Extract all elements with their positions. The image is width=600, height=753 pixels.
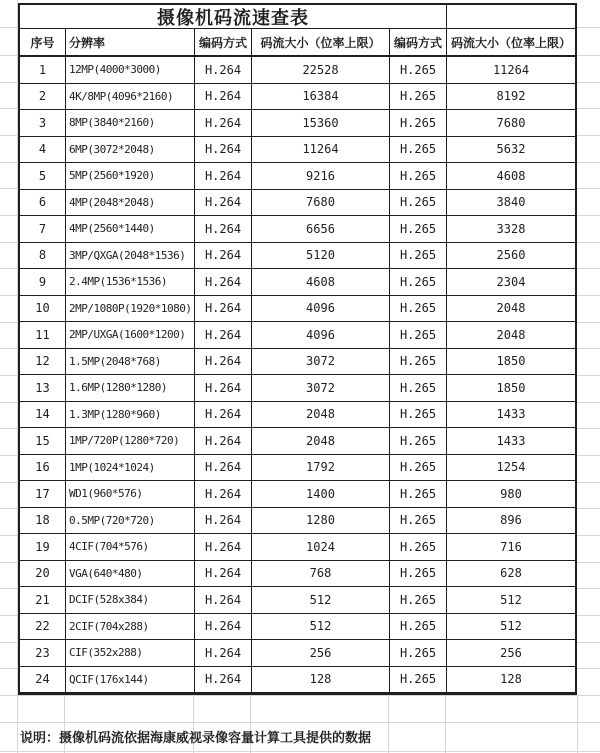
cell-codec-h265[interactable]: H.265 <box>390 587 447 614</box>
cell-codec-h265[interactable]: H.265 <box>390 243 447 270</box>
cell-codec-h265[interactable]: H.265 <box>390 614 447 641</box>
cell-index[interactable]: 9 <box>20 269 66 296</box>
cell-bitrate-h264[interactable]: 1400 <box>252 481 390 508</box>
cell-bitrate-h264[interactable]: 7680 <box>252 190 390 217</box>
cell-index[interactable]: 22 <box>20 614 66 641</box>
cell-index[interactable]: 12 <box>20 349 66 376</box>
cell-bitrate-h265[interactable]: 980 <box>447 481 575 508</box>
cell-codec-h264[interactable]: H.264 <box>195 216 252 243</box>
cell-codec-h264[interactable]: H.264 <box>195 534 252 561</box>
cell-index[interactable]: 6 <box>20 190 66 217</box>
cell-codec-h265[interactable]: H.265 <box>390 190 447 217</box>
cell-bitrate-h265[interactable]: 1850 <box>447 349 575 376</box>
cell-resolution[interactable]: QCIF(176x144) <box>66 667 195 694</box>
cell-index[interactable]: 3 <box>20 110 66 137</box>
cell-resolution[interactable]: 1.6MP(1280*1280) <box>66 375 195 402</box>
cell-bitrate-h265[interactable]: 256 <box>447 640 575 667</box>
cell-codec-h264[interactable]: H.264 <box>195 322 252 349</box>
cell-bitrate-h264[interactable]: 256 <box>252 640 390 667</box>
cell-bitrate-h265[interactable]: 628 <box>447 561 575 588</box>
cell-index[interactable]: 1 <box>20 57 66 84</box>
cell-index[interactable]: 4 <box>20 137 66 164</box>
cell-bitrate-h264[interactable]: 1024 <box>252 534 390 561</box>
cell-bitrate-h264[interactable]: 1280 <box>252 508 390 535</box>
cell-codec-h264[interactable]: H.264 <box>195 349 252 376</box>
cell-bitrate-h264[interactable]: 9216 <box>252 163 390 190</box>
cell-bitrate-h265[interactable]: 1433 <box>447 402 575 429</box>
cell-codec-h264[interactable]: H.264 <box>195 508 252 535</box>
cell-bitrate-h265[interactable]: 896 <box>447 508 575 535</box>
cell-resolution[interactable]: 12MP(4000*3000) <box>66 57 195 84</box>
cell-resolution[interactable]: VGA(640*480) <box>66 561 195 588</box>
cell-bitrate-h264[interactable]: 4096 <box>252 322 390 349</box>
cell-bitrate-h265[interactable]: 4608 <box>447 163 575 190</box>
cell-resolution[interactable]: 1MP/720P(1280*720) <box>66 428 195 455</box>
cell-bitrate-h265[interactable]: 716 <box>447 534 575 561</box>
cell-codec-h264[interactable]: H.264 <box>195 137 252 164</box>
cell-bitrate-h265[interactable]: 128 <box>447 667 575 694</box>
cell-resolution[interactable]: 4MP(2048*2048) <box>66 190 195 217</box>
cell-bitrate-h264[interactable]: 16384 <box>252 84 390 111</box>
cell-codec-h265[interactable]: H.265 <box>390 375 447 402</box>
cell-codec-h264[interactable]: H.264 <box>195 296 252 323</box>
cell-index[interactable]: 21 <box>20 587 66 614</box>
cell-codec-h265[interactable]: H.265 <box>390 163 447 190</box>
cell-index[interactable]: 5 <box>20 163 66 190</box>
cell-bitrate-h265[interactable]: 2048 <box>447 322 575 349</box>
cell-codec-h265[interactable]: H.265 <box>390 349 447 376</box>
cell-bitrate-h264[interactable]: 4608 <box>252 269 390 296</box>
cell-codec-h264[interactable]: H.264 <box>195 269 252 296</box>
cell-index[interactable]: 15 <box>20 428 66 455</box>
header-codec-2[interactable]: 编码方式 <box>390 29 447 57</box>
cell-bitrate-h264[interactable]: 5120 <box>252 243 390 270</box>
cell-bitrate-h264[interactable]: 768 <box>252 561 390 588</box>
cell-codec-h264[interactable]: H.264 <box>195 667 252 694</box>
cell-bitrate-h264[interactable]: 2048 <box>252 402 390 429</box>
cell-bitrate-h264[interactable]: 11264 <box>252 137 390 164</box>
cell-bitrate-h264[interactable]: 6656 <box>252 216 390 243</box>
cell-codec-h265[interactable]: H.265 <box>390 216 447 243</box>
cell-bitrate-h265[interactable]: 1850 <box>447 375 575 402</box>
cell-codec-h264[interactable]: H.264 <box>195 455 252 482</box>
cell-codec-h264[interactable]: H.264 <box>195 190 252 217</box>
cell-bitrate-h264[interactable]: 128 <box>252 667 390 694</box>
cell-resolution[interactable]: 3MP/QXGA(2048*1536) <box>66 243 195 270</box>
cell-codec-h265[interactable]: H.265 <box>390 137 447 164</box>
cell-index[interactable]: 14 <box>20 402 66 429</box>
cell-codec-h265[interactable]: H.265 <box>390 110 447 137</box>
cell-resolution[interactable]: 2MP/UXGA(1600*1200) <box>66 322 195 349</box>
title-row-empty-cell[interactable] <box>447 5 575 29</box>
cell-bitrate-h264[interactable]: 2048 <box>252 428 390 455</box>
cell-codec-h264[interactable]: H.264 <box>195 110 252 137</box>
cell-bitrate-h264[interactable]: 1792 <box>252 455 390 482</box>
cell-codec-h264[interactable]: H.264 <box>195 402 252 429</box>
cell-resolution[interactable]: WD1(960*576) <box>66 481 195 508</box>
cell-bitrate-h265[interactable]: 2560 <box>447 243 575 270</box>
cell-index[interactable]: 8 <box>20 243 66 270</box>
cell-index[interactable]: 24 <box>20 667 66 694</box>
cell-bitrate-h264[interactable]: 22528 <box>252 57 390 84</box>
header-bitrate-2[interactable]: 码流大小（位率上限） <box>447 29 575 57</box>
cell-index[interactable]: 23 <box>20 640 66 667</box>
cell-codec-h265[interactable]: H.265 <box>390 481 447 508</box>
cell-codec-h264[interactable]: H.264 <box>195 481 252 508</box>
cell-codec-h264[interactable]: H.264 <box>195 163 252 190</box>
cell-index[interactable]: 17 <box>20 481 66 508</box>
cell-codec-h264[interactable]: H.264 <box>195 587 252 614</box>
cell-bitrate-h265[interactable]: 2304 <box>447 269 575 296</box>
cell-resolution[interactable]: 1.3MP(1280*960) <box>66 402 195 429</box>
cell-resolution[interactable]: 2CIF(704x288) <box>66 614 195 641</box>
cell-codec-h264[interactable]: H.264 <box>195 243 252 270</box>
cell-resolution[interactable]: 5MP(2560*1920) <box>66 163 195 190</box>
cell-codec-h264[interactable]: H.264 <box>195 561 252 588</box>
cell-resolution[interactable]: 1.5MP(2048*768) <box>66 349 195 376</box>
cell-resolution[interactable]: CIF(352x288) <box>66 640 195 667</box>
cell-index[interactable]: 18 <box>20 508 66 535</box>
cell-codec-h264[interactable]: H.264 <box>195 614 252 641</box>
cell-resolution[interactable]: 0.5MP(720*720) <box>66 508 195 535</box>
cell-bitrate-h265[interactable]: 7680 <box>447 110 575 137</box>
cell-resolution[interactable]: 4K/8MP(4096*2160) <box>66 84 195 111</box>
cell-resolution[interactable]: 4MP(2560*1440) <box>66 216 195 243</box>
cell-index[interactable]: 20 <box>20 561 66 588</box>
cell-bitrate-h265[interactable]: 1254 <box>447 455 575 482</box>
cell-bitrate-h265[interactable]: 5632 <box>447 137 575 164</box>
cell-codec-h265[interactable]: H.265 <box>390 322 447 349</box>
cell-bitrate-h265[interactable]: 8192 <box>447 84 575 111</box>
bitrate-table <box>18 3 577 695</box>
cell-resolution[interactable]: 2MP/1080P(1920*1080) <box>66 296 195 323</box>
header-index[interactable]: 序号 <box>20 29 66 57</box>
cell-bitrate-h264[interactable]: 4096 <box>252 296 390 323</box>
cell-bitrate-h264[interactable]: 3072 <box>252 349 390 376</box>
cell-index[interactable]: 11 <box>20 322 66 349</box>
cell-codec-h265[interactable]: H.265 <box>390 667 447 694</box>
cell-codec-h265[interactable]: H.265 <box>390 561 447 588</box>
cell-bitrate-h265[interactable]: 512 <box>447 614 575 641</box>
cell-codec-h265[interactable]: H.265 <box>390 428 447 455</box>
cell-index[interactable]: 19 <box>20 534 66 561</box>
cell-resolution[interactable]: 4CIF(704*576) <box>66 534 195 561</box>
cell-index[interactable]: 7 <box>20 216 66 243</box>
cell-codec-h265[interactable]: H.265 <box>390 640 447 667</box>
cell-codec-h265[interactable]: H.265 <box>390 534 447 561</box>
footnote[interactable]: 说明：摄像机码流依据海康威视录像容量计算工具提供的数据 <box>20 731 372 746</box>
cell-codec-h265[interactable]: H.265 <box>390 269 447 296</box>
cell-resolution[interactable]: 8MP(3840*2160) <box>66 110 195 137</box>
cell-bitrate-h265[interactable]: 3840 <box>447 190 575 217</box>
cell-codec-h265[interactable]: H.265 <box>390 402 447 429</box>
header-bitrate-1[interactable]: 码流大小（位率上限） <box>252 29 390 57</box>
cell-codec-h265[interactable]: H.265 <box>390 84 447 111</box>
header-resolution[interactable]: 分辨率 <box>66 29 195 57</box>
cell-index[interactable]: 2 <box>20 84 66 111</box>
cell-bitrate-h264[interactable]: 3072 <box>252 375 390 402</box>
cell-index[interactable]: 10 <box>20 296 66 323</box>
cell-codec-h265[interactable]: H.265 <box>390 57 447 84</box>
cell-bitrate-h264[interactable]: 512 <box>252 614 390 641</box>
cell-codec-h264[interactable]: H.264 <box>195 375 252 402</box>
cell-bitrate-h265[interactable]: 3328 <box>447 216 575 243</box>
cell-codec-h265[interactable]: H.265 <box>390 508 447 535</box>
cell-resolution[interactable]: DCIF(528x384) <box>66 587 195 614</box>
cell-resolution[interactable]: 1MP(1024*1024) <box>66 455 195 482</box>
cell-index[interactable]: 13 <box>20 375 66 402</box>
cell-codec-h264[interactable]: H.264 <box>195 84 252 111</box>
cell-bitrate-h265[interactable]: 1433 <box>447 428 575 455</box>
cell-codec-h264[interactable]: H.264 <box>195 640 252 667</box>
cell-bitrate-h264[interactable]: 512 <box>252 587 390 614</box>
cell-bitrate-h265[interactable]: 11264 <box>447 57 575 84</box>
cell-codec-h264[interactable]: H.264 <box>195 57 252 84</box>
cell-bitrate-h264[interactable]: 15360 <box>252 110 390 137</box>
cell-resolution[interactable]: 6MP(3072*2048) <box>66 137 195 164</box>
cell-codec-h265[interactable]: H.265 <box>390 455 447 482</box>
cell-codec-h265[interactable]: H.265 <box>390 296 447 323</box>
cell-bitrate-h265[interactable]: 512 <box>447 587 575 614</box>
cell-bitrate-h265[interactable]: 2048 <box>447 296 575 323</box>
table-title[interactable]: 摄像机码流速查表 <box>20 5 447 29</box>
cell-codec-h264[interactable]: H.264 <box>195 428 252 455</box>
cell-index[interactable]: 16 <box>20 455 66 482</box>
header-codec-1[interactable]: 编码方式 <box>195 29 252 57</box>
cell-resolution[interactable]: 2.4MP(1536*1536) <box>66 269 195 296</box>
